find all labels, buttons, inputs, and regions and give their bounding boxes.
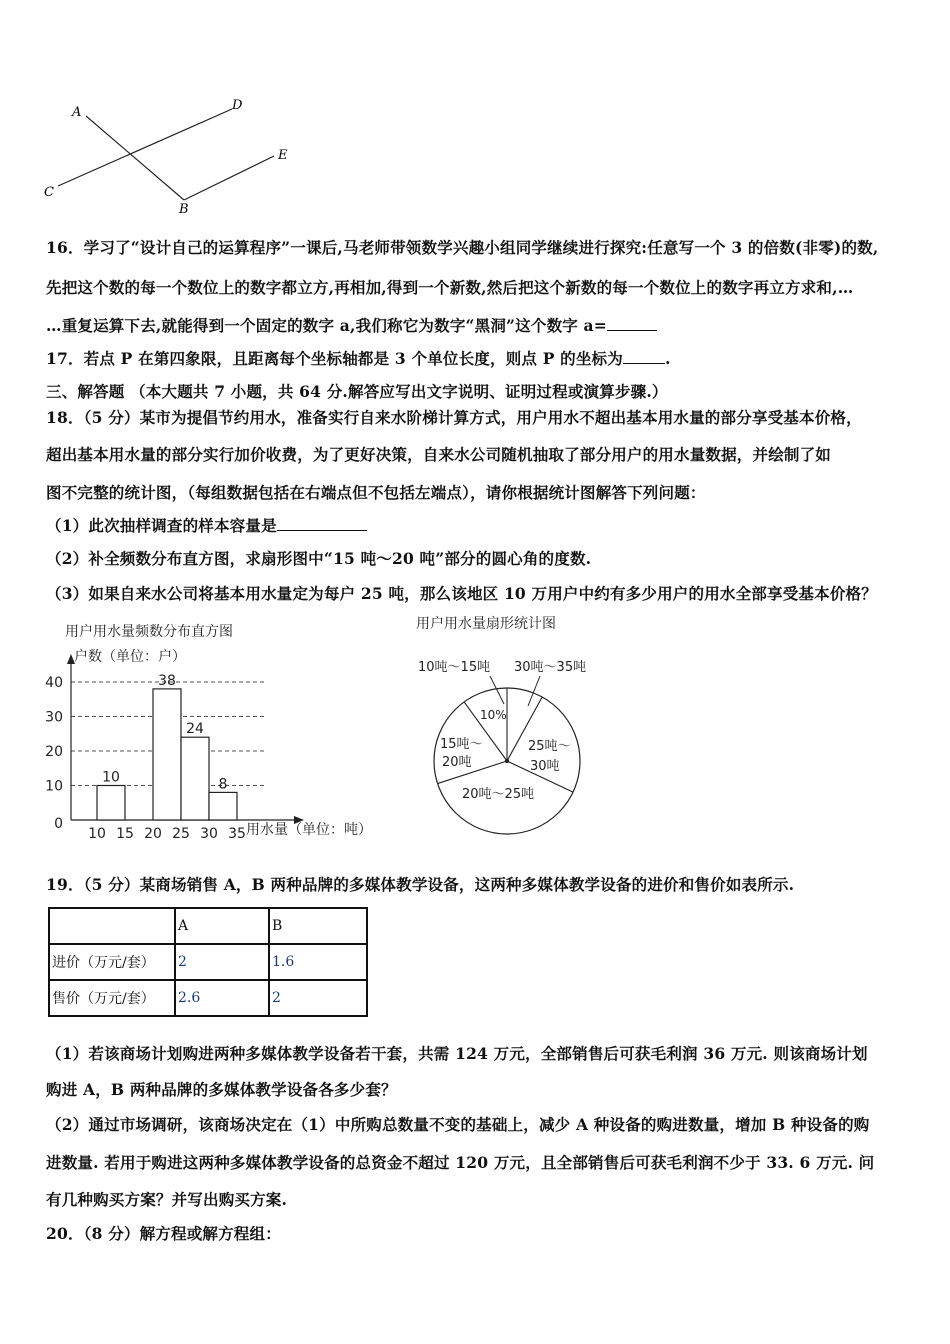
answer-blank-q17[interactable] xyxy=(623,362,665,364)
q18-sub-1-text: （1）此次抽样调查的样本容量是 xyxy=(46,516,277,535)
table-row-label: 售价（万元/套） xyxy=(49,980,175,1016)
q19-sub-1-line-1: （1）若该商场计划购进两种多媒体教学设备若干套，共需 124 万元，全部销售后可获毛利润 36 万元. 则该商场计划 xyxy=(46,1044,868,1063)
pie-percent-10-15: 10% xyxy=(480,708,507,722)
q20-line: 20．（8 分）解方程或解方程组： xyxy=(46,1224,281,1243)
q17-end: . xyxy=(664,349,671,368)
q19-sub-2-line-3: 有几种购买方案？并写出购买方案. xyxy=(46,1190,288,1209)
table-cell: 1.6 xyxy=(269,944,367,980)
pie-title: 用户用水量扇形统计图 xyxy=(416,616,556,632)
bar-value-label: 10 xyxy=(102,769,120,786)
y-tick-label: 30 xyxy=(45,709,63,726)
table-cell: 2 xyxy=(175,944,269,980)
bar-value-label: 8 xyxy=(218,776,228,793)
pie-label-15-20-b: 20吨 xyxy=(442,755,472,770)
segment-cd xyxy=(58,109,232,186)
table-row xyxy=(49,944,367,980)
table-row xyxy=(49,980,367,1016)
x-tick-label: 25 xyxy=(172,826,190,842)
label-d: D xyxy=(232,98,243,113)
answer-blank-q16[interactable] xyxy=(607,329,657,331)
x-tick-label: 15 xyxy=(116,826,134,842)
histogram-bar xyxy=(181,737,209,820)
y-tick-label: 0 xyxy=(54,816,63,832)
q18-line-2: 超出基本用水量的部分实行加价收费，为了更好决策，自来水公司随机抽取了部分用户的用水量数据，并绘制了如 xyxy=(46,445,832,464)
q18-line-1: 18．（5 分）某市为提倡节约用水，准备实行自来水阶梯计算方式，用户用水不超出基本用水量的部分享受基本价格， xyxy=(46,408,862,427)
table-header-a: A xyxy=(175,908,269,944)
geometry-figure xyxy=(36,92,306,217)
histogram-ylabel: 户数（单位：户） xyxy=(74,649,186,665)
q17-line xyxy=(46,347,671,369)
y-tick-label: 40 xyxy=(45,675,63,691)
pie-label-30-35: 30吨～35吨 xyxy=(514,660,587,675)
section-3-heading: 三、解答题 （本大题共 7 小题，共 64 分.解答应写出文字说明、证明过程或演算步骤.） xyxy=(46,382,668,401)
histogram-bar xyxy=(209,792,237,820)
label-e: E xyxy=(278,148,288,163)
q16-line-1: 16．学习了“设计自己的运算程序”一课后,马老师带领数学兴趣小组同学继续进行探究:任意写一个 3 的倍数(非零)的数, xyxy=(46,238,879,257)
bar-value-label: 24 xyxy=(186,721,204,738)
segment-be xyxy=(184,156,274,200)
histogram-title: 用户用水量频数分布直方图 xyxy=(65,624,233,640)
label-c: C xyxy=(44,185,54,200)
pie-label-15-20-a: 15吨～ xyxy=(440,737,483,752)
q18-line-3: 图不完整的统计图，（每组数据包括在右端点但不包括左端点），请你根据统计图解答下列问题： xyxy=(46,483,706,502)
label-b: B xyxy=(179,202,189,217)
q18-sub-2: （2）补全频数分布直方图，求扇形图中“15 吨～20 吨”部分的圆心角的度数. xyxy=(46,549,592,568)
pie-label-20-25: 20吨～25吨 xyxy=(462,787,535,802)
y-tick-label: 10 xyxy=(45,778,63,795)
table-cell: 2 xyxy=(269,980,367,1016)
q16-line-2: 先把这个数的每一个数位上的数字都立方,再相加,得到一个新数,然后把这个新数的每一个数位上的数字再立方求和,… xyxy=(46,278,854,297)
table-cell xyxy=(49,908,175,944)
x-tick-label: 35 xyxy=(228,826,246,842)
histogram-xlabel: 用水量（单位：吨） xyxy=(246,822,372,838)
x-tick-label: 30 xyxy=(200,826,218,842)
segment-ab xyxy=(86,116,184,200)
table-row-label: 进价（万元/套） xyxy=(49,944,175,980)
bar-value-label: 38 xyxy=(158,672,176,689)
y-tick-label: 20 xyxy=(45,744,63,760)
pie-label-25-30-a: 25吨～ xyxy=(528,739,571,754)
histogram-bar xyxy=(153,689,181,820)
q19-sub-2-line-2: 进数量. 若用于购进这两种多媒体教学设备的总资金不超过 120 万元，且全部销售后可获毛利润不少于 33. 6 万元. 问 xyxy=(46,1153,875,1172)
q19-sub-1-line-2: 购进 A，B 两种品牌的多媒体教学设备各多少套？ xyxy=(46,1080,397,1099)
q19-line: 19．（5 分）某商场销售 A，B 两种品牌的多媒体教学设备，这两种多媒体教学设备的进价和售价如表所示. xyxy=(46,875,795,894)
table-cell: 2.6 xyxy=(175,980,269,1016)
answer-blank-q18[interactable] xyxy=(277,529,367,531)
q17-text: 17．若点 P 在第四象限，且距离每个坐标轴都是 3 个单位长度，则点 P 的坐标为 xyxy=(46,349,623,368)
histogram-bar xyxy=(97,786,125,821)
q19-sub-2-line-1: （2）通过市场调研，该商场决定在（1）中所购总数量不变的基础上，减少 A 种设备的购进数量，增加 B 种设备的购 xyxy=(46,1115,870,1134)
q16-line-3-text: …重复运算下去,就能得到一个固定的数字 a,我们称它为数字“黑洞”这个数字 a= xyxy=(46,316,607,335)
q18-sub-1 xyxy=(46,514,367,536)
x-tick-label: 10 xyxy=(88,826,106,842)
pie-center xyxy=(505,759,509,763)
x-tick-label: 20 xyxy=(144,826,162,842)
pie-label-10-15: 10吨～15吨 xyxy=(418,660,491,675)
pie-label-25-30-b: 30吨 xyxy=(530,759,560,774)
label-a: A xyxy=(72,105,82,120)
price-table xyxy=(48,907,368,1017)
q16-line-3 xyxy=(46,314,657,336)
q18-sub-3: （3）如果自来水公司将基本用水量定为每户 25 吨，那么该地区 10 万用户中约有多少用户的用水全部享受基本价格？ xyxy=(46,584,877,603)
table-row xyxy=(49,908,367,944)
table-header-b: B xyxy=(269,908,367,944)
frequency-histogram xyxy=(40,614,410,846)
pie-chart xyxy=(410,612,620,837)
